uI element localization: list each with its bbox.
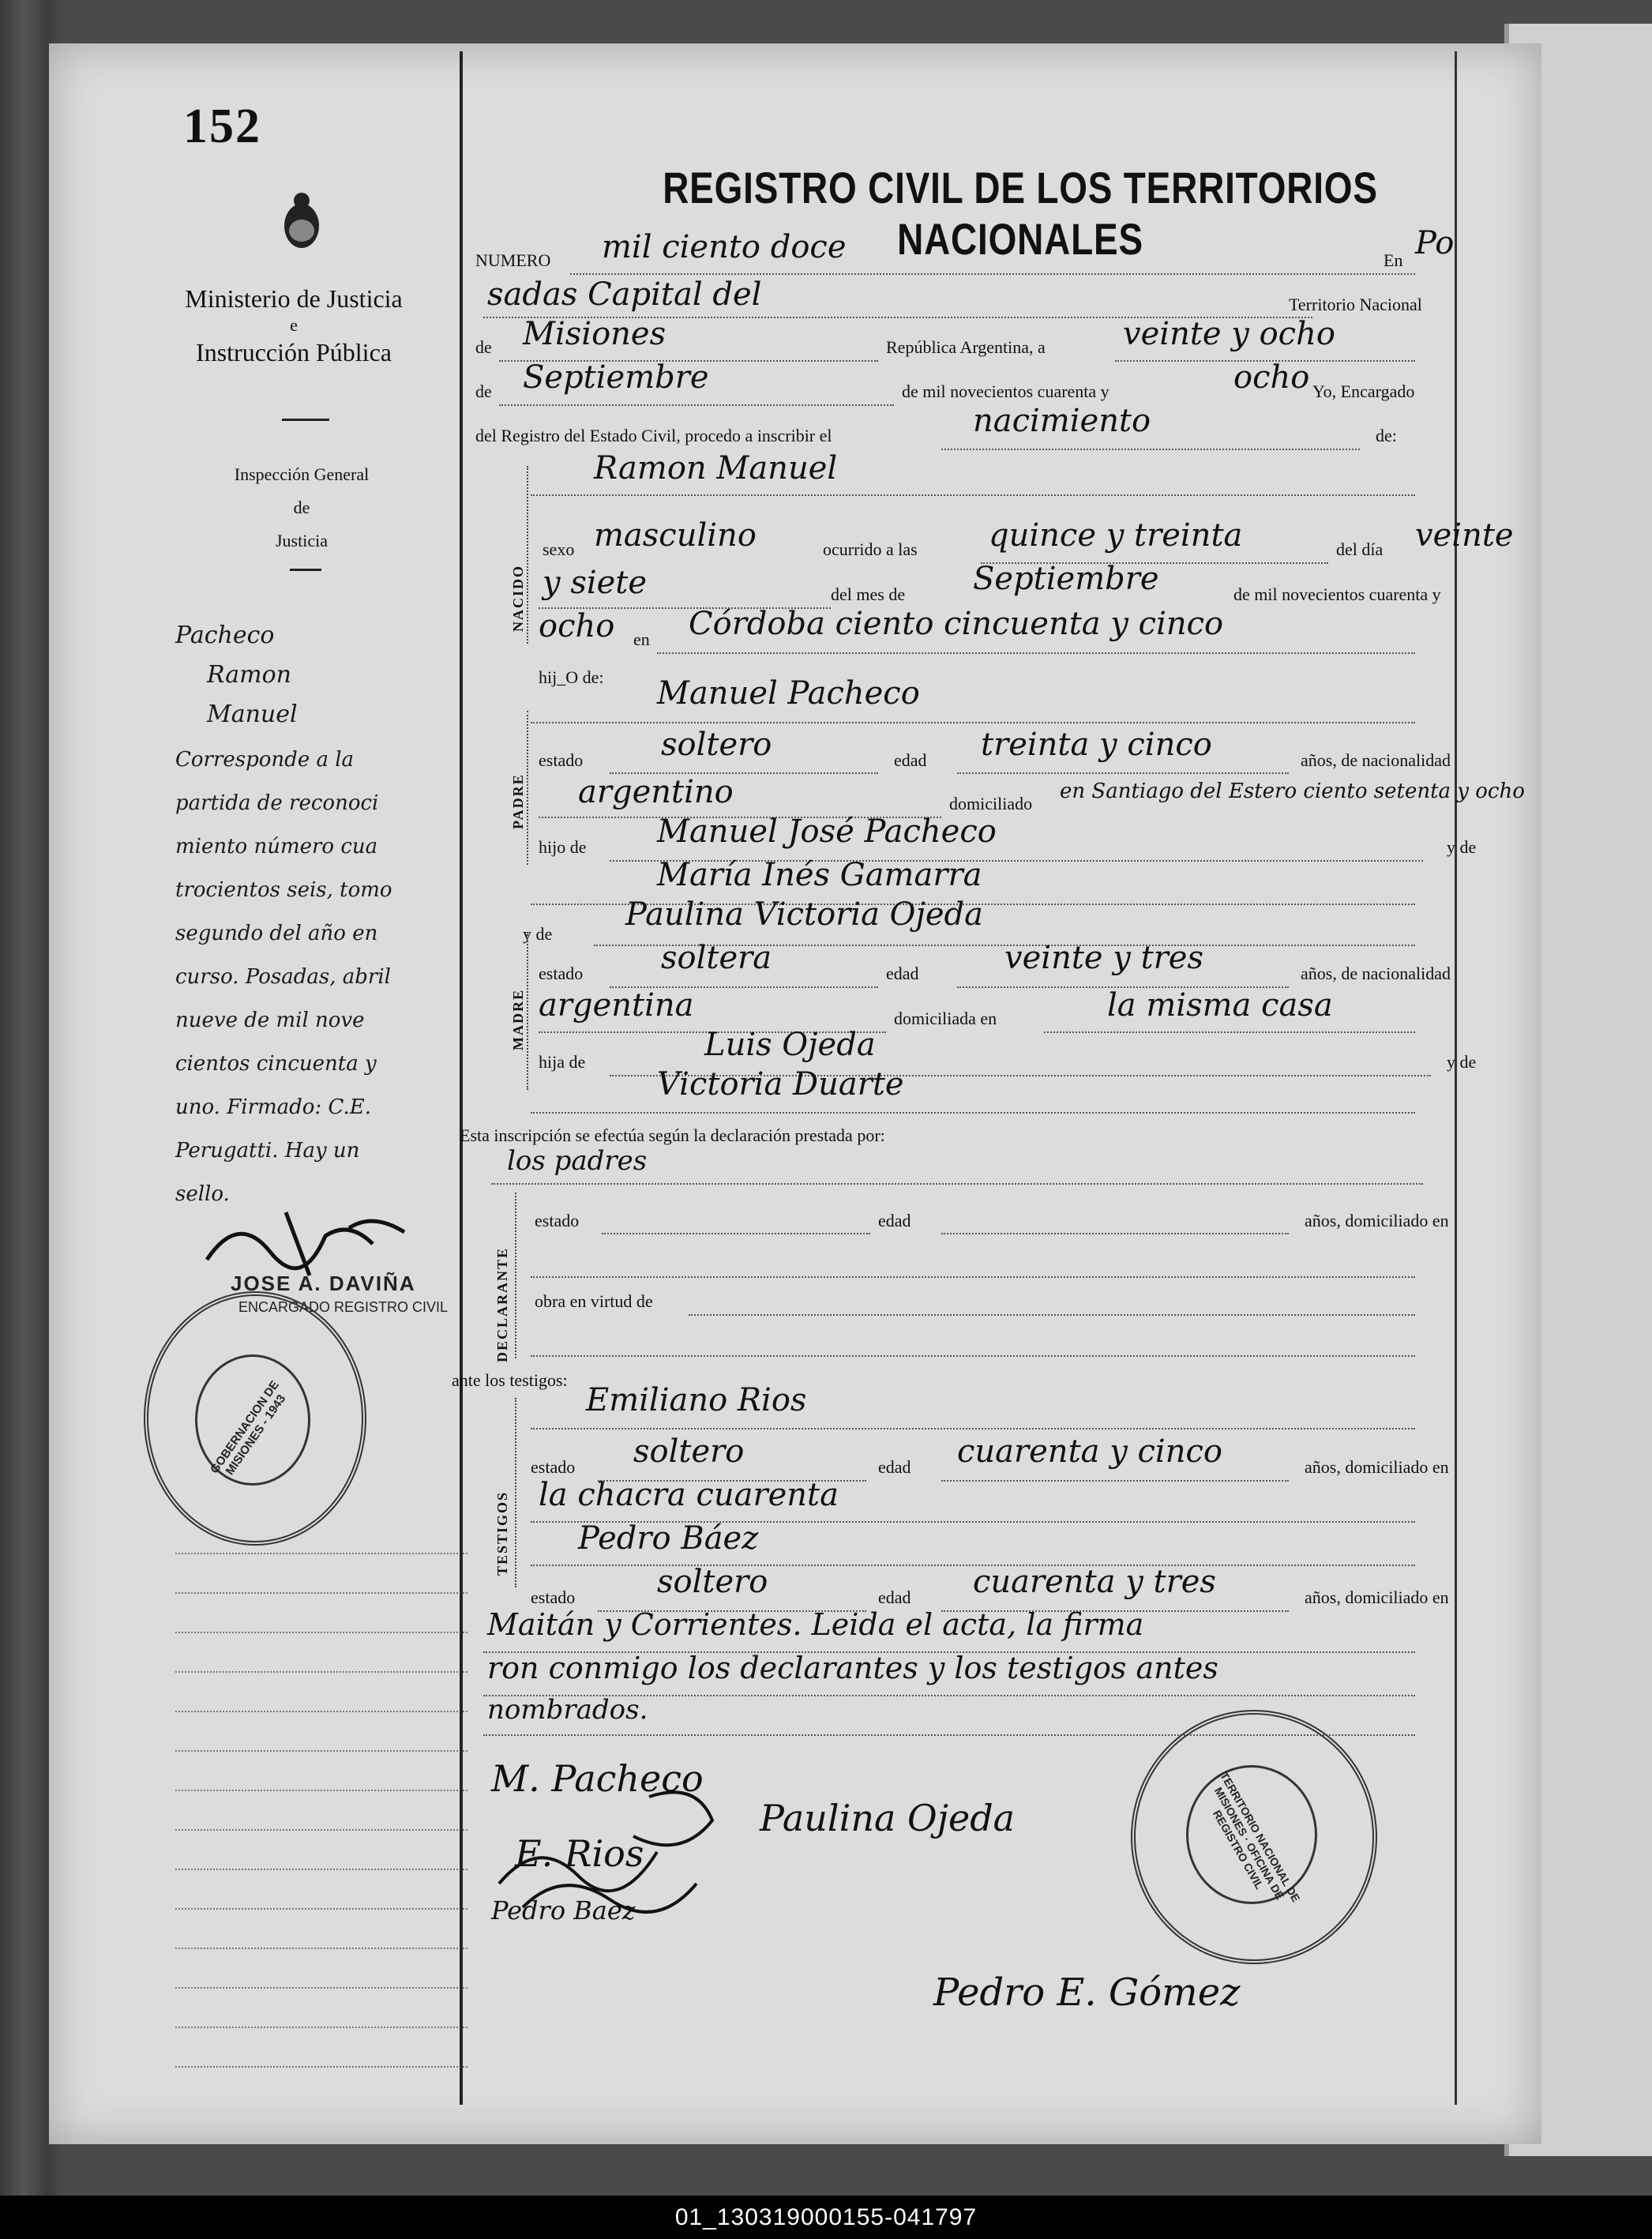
- margin-rule: [175, 1986, 467, 1989]
- stamp-text: GOBERNACION DE MISIONES - 1943: [208, 1378, 289, 1478]
- margin-rule: [175, 1828, 467, 1831]
- note-line: curso. Posadas, abril: [175, 965, 391, 989]
- place-continuation: sadas Capital del: [487, 276, 762, 313]
- estado-label: estado: [535, 1211, 580, 1230]
- dotted-line: [941, 1479, 1289, 1482]
- padre-nacionalidad: argentino: [578, 774, 734, 810]
- margin-given-name2: Manuel: [207, 701, 298, 728]
- note-line: partida de reconoci: [175, 791, 379, 815]
- yo-label: Yo, Encargado: [1312, 381, 1415, 401]
- estado-label: estado: [531, 1587, 576, 1607]
- note-line: segundo del año en: [175, 922, 378, 945]
- inspeccion-line1: Inspección General: [234, 464, 370, 484]
- madre-nombre: Paulina Victoria Ojeda: [625, 896, 983, 933]
- anios-nac-label: años, de nacionalidad: [1301, 750, 1451, 770]
- hija-de-label: hija de: [539, 1052, 586, 1072]
- divider: [290, 569, 321, 571]
- register-page: [49, 43, 1541, 2144]
- note-line: uno. Firmado: C.E.: [175, 1095, 371, 1119]
- acto-value: nacimiento: [973, 403, 1151, 439]
- nombre-value: Ramon Manuel: [594, 450, 838, 486]
- numero-label: NUMERO: [475, 250, 551, 270]
- padre-madre: María Inés Gamarra: [657, 857, 982, 893]
- madre-nacionalidad: argentina: [539, 987, 694, 1024]
- dotted-line: [499, 404, 894, 406]
- dotted-line: [531, 1427, 1415, 1429]
- official-title: ENCARGADO REGISTRO CIVIL: [238, 1299, 449, 1315]
- obra-label: obra en virtud de: [535, 1291, 653, 1311]
- inspeccion-line3: Justicia: [276, 531, 328, 550]
- testigo2-edad: cuarenta y tres: [973, 1564, 1216, 1600]
- margin-rule: [175, 1552, 467, 1554]
- declarante-value: los padres: [507, 1145, 648, 1177]
- en-label-2: en: [633, 629, 650, 649]
- anios-dom-label: años, domiciliado en: [1305, 1587, 1449, 1607]
- republica-label: República Argentina, a: [886, 337, 1046, 357]
- estado-label: estado: [539, 750, 584, 770]
- margin-annotation: [175, 738, 467, 1216]
- anio-nac-value: ocho: [539, 608, 615, 644]
- declarante-section-label: DECLARANTE: [494, 1246, 510, 1362]
- testigo2-estado: soltero: [657, 1564, 768, 1600]
- dia-value: veinte y ocho: [1123, 316, 1335, 352]
- margin-rule: [175, 1789, 467, 1791]
- ocurrido-label: ocurrido a las: [823, 539, 918, 559]
- domiciliada-label: domiciliada en: [894, 1009, 997, 1028]
- padre-edad: treinta y cinco: [981, 727, 1212, 763]
- madre-padre: Luis Ojeda: [704, 1027, 876, 1063]
- testigo2-nombre: Pedro Báez: [578, 1520, 759, 1557]
- anios-dom-label: años, domiciliado en: [1305, 1457, 1449, 1477]
- padre-section-label: PADRE: [510, 773, 526, 829]
- anios-nac-label: años, de nacionalidad: [1301, 964, 1451, 983]
- de-label-3: de:: [1376, 426, 1397, 445]
- territorio-value: Misiones: [523, 316, 666, 352]
- madre-edad: veinte y tres: [1004, 940, 1203, 976]
- closing-line-3: nombrados.: [487, 1694, 648, 1726]
- signature-testigo2: Pedro Baez: [491, 1895, 636, 1925]
- inspeccion-line2: de: [293, 498, 310, 517]
- y-de-label-2: y de: [523, 924, 553, 944]
- padre-nombre: Manuel Pacheco: [657, 675, 920, 712]
- margin-rule: [175, 1710, 467, 1712]
- testigo1-domicilio: la chacra cuarenta: [539, 1477, 839, 1513]
- dotted-line: [531, 1111, 1415, 1114]
- margin-rule: [175, 2026, 467, 2028]
- del-mes-label: del mes de: [831, 584, 906, 604]
- margin-name: [175, 616, 467, 734]
- dotted-line: [689, 1313, 1415, 1316]
- madre-section-label: MADRE: [510, 989, 526, 1050]
- estado-label: estado: [531, 1457, 576, 1477]
- signature-encargado: Pedro E. Gómez: [933, 1970, 1241, 2015]
- divider: [282, 419, 329, 421]
- testigos-section-label: TESTIGOS: [494, 1490, 510, 1576]
- dotted-line: [531, 1275, 1415, 1278]
- note-line: Perugatti. Hay un: [175, 1139, 360, 1163]
- testigo1-edad: cuarenta y cinco: [957, 1433, 1222, 1470]
- section-bracket: [527, 932, 528, 1090]
- official-name: JOSE A. DAVIÑA: [231, 1272, 416, 1295]
- y-de-label-3: y de: [1447, 1052, 1477, 1072]
- hora-value: quince y treinta: [989, 517, 1243, 554]
- padre-padre: Manuel José Pacheco: [657, 813, 997, 850]
- dotted-line: [1044, 1031, 1415, 1033]
- right-border-line: [1455, 51, 1457, 2105]
- en-value: Po: [1415, 225, 1455, 261]
- lugar-nac-value: Córdoba ciento cincuenta y cinco: [689, 606, 1224, 642]
- note-line: miento número cua: [175, 835, 378, 858]
- dotted-line: [531, 721, 1415, 723]
- note-line: trocientos seis, tomo: [175, 878, 392, 902]
- margin-rule: [175, 1591, 467, 1594]
- margin-signature: [191, 1197, 428, 1283]
- sexo-value: masculino: [594, 517, 757, 554]
- anios-dom-label: años, domiciliado en: [1305, 1211, 1449, 1230]
- dotted-line: [941, 448, 1360, 450]
- edad-label: edad: [878, 1587, 911, 1607]
- margin-divider-line: [460, 51, 463, 2105]
- declaracion-label: Esta inscripción se efectúa según la declaración prestada por:: [460, 1125, 885, 1145]
- closing-line-2: ron conmigo los declarantes y los testigos antes: [487, 1651, 1218, 1685]
- ministry-block: [183, 280, 404, 370]
- mes-nac-value: Septiembre: [973, 561, 1159, 597]
- nacido-section-label: NACIDO: [510, 564, 526, 632]
- margin-rule: [175, 1868, 467, 1870]
- year-value: ocho: [1233, 359, 1310, 396]
- margin-column: [49, 43, 460, 2144]
- hijo-de-label: hijo de: [539, 837, 587, 857]
- domiciliado-label: domiciliado: [949, 794, 1033, 813]
- dia-nac-value: veinte: [1415, 517, 1514, 554]
- image-id-footer: 01_130319000155-041797: [0, 2196, 1652, 2239]
- de-label-2: de: [475, 381, 492, 401]
- edad-label: edad: [886, 964, 919, 983]
- edad-label: edad: [878, 1211, 911, 1230]
- margin-rule: [175, 1749, 467, 1752]
- coat-of-arms-icon: [278, 190, 325, 253]
- note-line: sello.: [175, 1182, 230, 1206]
- closing-line-1: Maitán y Corrientes. Leida el acta, la firma: [487, 1607, 1144, 1642]
- edad-label: edad: [894, 750, 927, 770]
- dotted-line: [570, 272, 1415, 275]
- del-dia-label: del día: [1336, 539, 1384, 559]
- dotted-line: [531, 494, 1415, 496]
- margin-rule: [175, 1670, 467, 1673]
- testigos-label: ante los testigos:: [452, 1370, 568, 1390]
- section-bracket: [515, 1193, 516, 1358]
- note-line: cientos cincuenta y: [175, 1052, 377, 1076]
- de-label: de: [475, 337, 492, 357]
- padre-estado: soltero: [661, 727, 772, 763]
- section-bracket: [527, 466, 528, 644]
- dia-nac-continuation: y siete: [543, 565, 648, 601]
- signature-testigo1: E. Rios: [515, 1832, 644, 1875]
- padre-domicilio: en Santiago del Estero ciento setenta y ocho: [1060, 780, 1525, 803]
- seal-text: TERRITORIO NACIONAL DE MISIONES · OFICINA DE REGISTRO CIVIL: [1211, 1770, 1303, 1904]
- ministry-line3: Instrucción Pública: [196, 338, 392, 366]
- note-line: Corresponde a la: [175, 748, 355, 772]
- inspeccion-block: [223, 458, 381, 558]
- y-de-label: y de: [1447, 837, 1477, 857]
- registro-label: del Registro del Estado Civil, procedo a inscribir el: [475, 426, 832, 445]
- year-label: de mil novecientos cuarenta y: [902, 381, 1109, 401]
- margin-rule: [175, 1631, 467, 1633]
- page-title: REGISTRO CIVIL DE LOS TERRITORIOS NACIONALES: [663, 163, 1378, 264]
- dotted-line: [491, 1182, 1423, 1185]
- margin-given-name: Ramon: [207, 661, 291, 689]
- edad-label: edad: [878, 1457, 911, 1477]
- margin-surname: Pacheco: [175, 622, 275, 649]
- testigo1-estado: soltero: [633, 1433, 745, 1470]
- hijo-label: hij_O de:: [539, 667, 604, 687]
- section-bracket: [527, 711, 528, 865]
- en-label: En: [1384, 250, 1403, 270]
- margin-rule: [175, 2065, 467, 2068]
- dotted-line: [941, 1232, 1289, 1234]
- folio-number: 152: [183, 100, 261, 153]
- dotted-line: [602, 1232, 870, 1234]
- dotted-line: [957, 772, 1289, 774]
- ministry-line2: e: [290, 315, 298, 335]
- margin-rule: [175, 1947, 467, 1949]
- numero-value: mil ciento doce: [602, 229, 847, 265]
- note-line: nueve de mil nove: [175, 1009, 365, 1032]
- signature-madre: Paulina Ojeda: [760, 1797, 1016, 1839]
- signature-padre: M. Pacheco: [491, 1757, 704, 1800]
- dotted-line: [657, 652, 1415, 654]
- estado-label: estado: [539, 964, 584, 983]
- madre-estado: soltera: [661, 940, 772, 976]
- mes-value: Septiembre: [523, 359, 709, 396]
- territorio-label: Territorio Nacional: [1289, 295, 1422, 314]
- dotted-line: [531, 1354, 1415, 1357]
- madre-domicilio: la misma casa: [1107, 987, 1333, 1024]
- section-bracket: [515, 1398, 516, 1587]
- anio-nac-label: de mil novecientos cuarenta y: [1233, 584, 1441, 604]
- margin-rule: [175, 1907, 467, 1910]
- signature-scribble: [491, 1789, 744, 1931]
- madre-madre: Victoria Duarte: [657, 1066, 904, 1103]
- sexo-label: sexo: [543, 539, 575, 559]
- ministry-line1: Ministerio de Justicia: [185, 284, 403, 313]
- testigo1-nombre: Emiliano Rios: [586, 1382, 807, 1418]
